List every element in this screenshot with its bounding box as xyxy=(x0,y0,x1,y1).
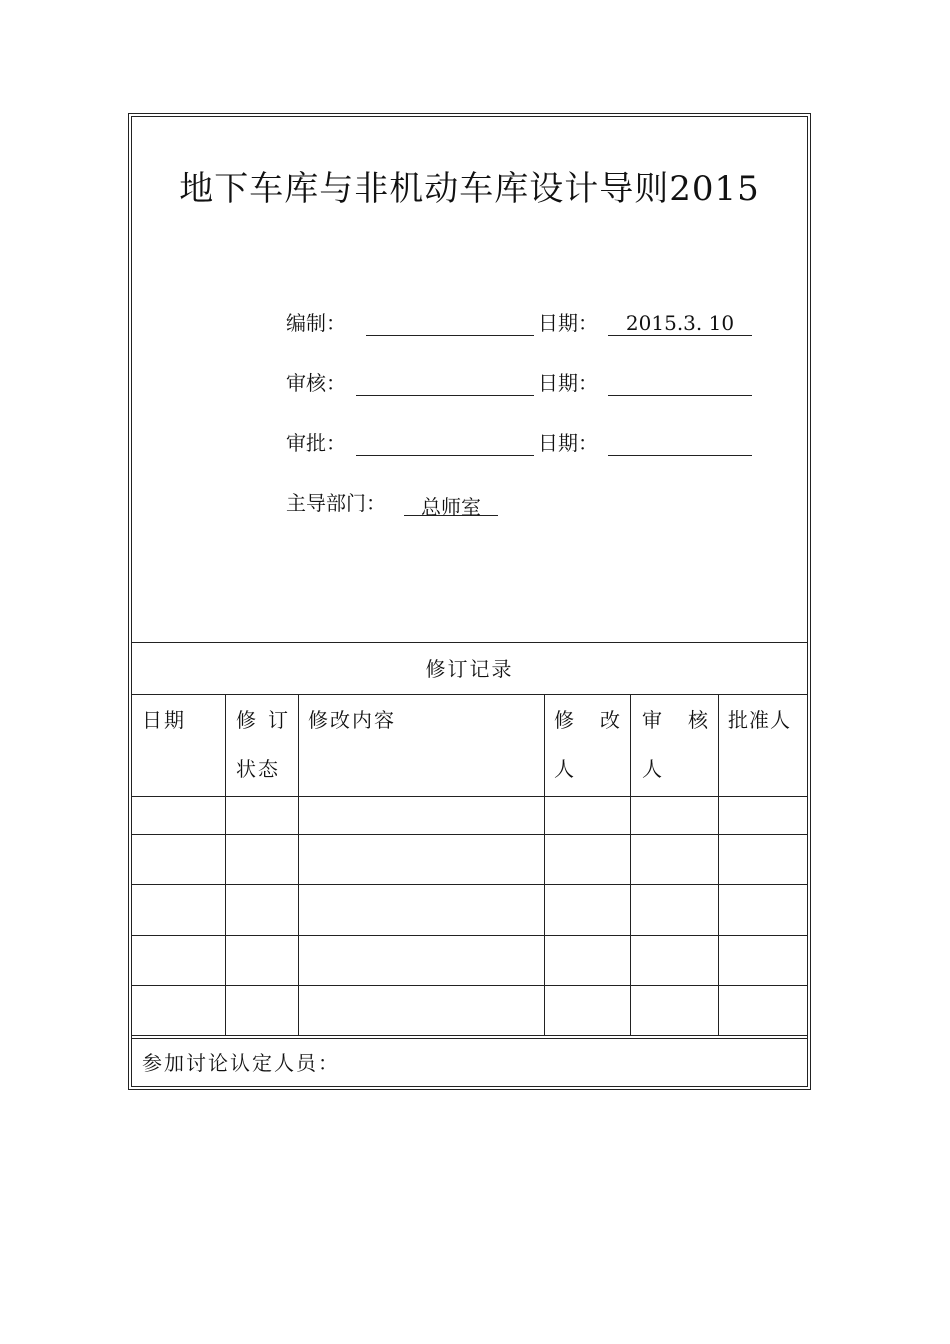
col-approver-header: 批准人 xyxy=(728,708,791,732)
participants-label: 参加讨论认定人员： xyxy=(142,1051,340,1075)
col-reviewer-header-bottom: 人 xyxy=(642,757,664,781)
col-divider-1 xyxy=(225,694,226,1035)
col-status-header-top: 修 订 xyxy=(236,708,288,732)
document-title: 地下车库与非机动车库设计导则2015 xyxy=(179,169,760,209)
col-reviewer-header-top: 审 核 xyxy=(642,708,708,732)
review-label: 审核： xyxy=(286,371,346,395)
date-field: 2015.3. 10 xyxy=(608,311,752,336)
approve-date-field xyxy=(608,431,752,456)
col-divider-2 xyxy=(298,694,299,1035)
col-divider-5 xyxy=(718,694,719,1035)
document-sheet xyxy=(128,113,811,1090)
revision-heading: 修订记录 xyxy=(425,657,514,681)
table-row xyxy=(132,796,807,797)
dept-field: 总师室 xyxy=(404,491,498,516)
approve-label: 审批： xyxy=(286,431,346,455)
revision-top-divider xyxy=(132,642,807,643)
approve-date-label: 日期： xyxy=(538,431,598,455)
col-modifier-header-top: 修 改 xyxy=(554,708,620,732)
table-row xyxy=(132,834,807,835)
col-status-header-bottom: 状态 xyxy=(236,757,280,781)
col-content-header: 修改内容 xyxy=(308,708,396,732)
col-divider-4 xyxy=(630,694,631,1035)
table-bottom-line xyxy=(132,1035,807,1036)
approve-field xyxy=(356,431,534,456)
table-row xyxy=(132,935,807,936)
table-row xyxy=(132,884,807,885)
document-frame xyxy=(131,116,808,1087)
table-bottom-line-double xyxy=(132,1038,807,1039)
review-date-label: 日期： xyxy=(538,371,598,395)
col-divider-3 xyxy=(544,694,545,1035)
compiled-label: 编制： xyxy=(286,311,346,335)
dept-label: 主导部门： xyxy=(286,491,386,515)
review-date-field xyxy=(608,371,752,396)
table-row xyxy=(132,985,807,986)
compiled-field xyxy=(366,311,534,336)
revision-header-line xyxy=(132,694,807,695)
review-field xyxy=(356,371,534,396)
date-label: 日期： xyxy=(538,311,598,335)
col-date-header: 日期 xyxy=(142,708,186,732)
col-modifier-header-bottom: 人 xyxy=(554,757,576,781)
